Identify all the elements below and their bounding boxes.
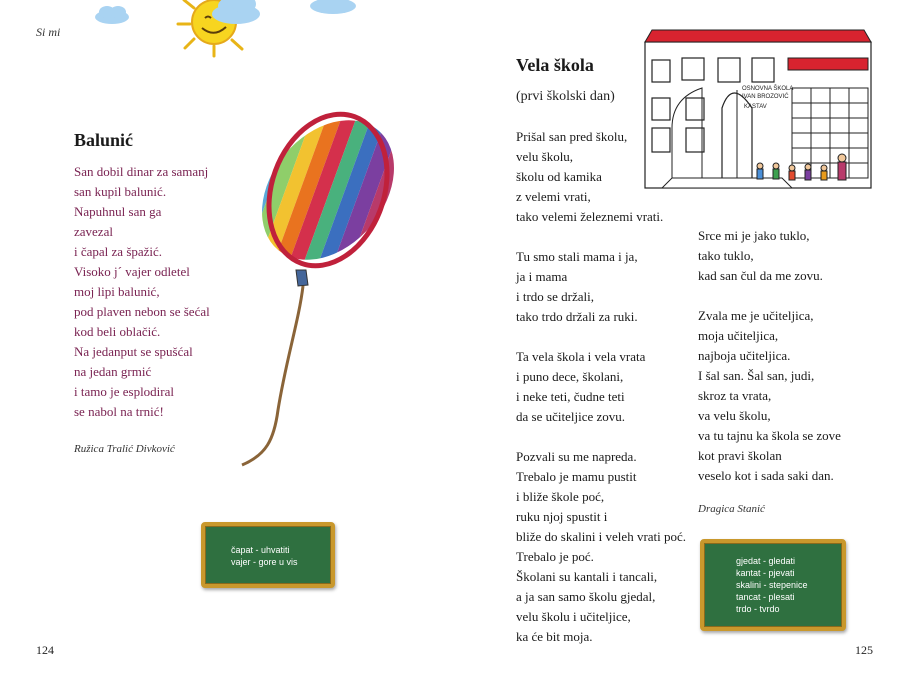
- poem-line: San dobil dinar za samanj: [74, 164, 209, 179]
- poem-stanza: [516, 127, 663, 227]
- poem-line: skroz ta vrata,: [698, 388, 772, 403]
- poem-line: Ta vela škola i vela vrata: [516, 349, 646, 364]
- poem-line: zavezal: [74, 224, 113, 239]
- poem-line: Srce mi je jako tuklo,: [698, 228, 810, 243]
- poem-line: da se učiteljice zovu.: [516, 409, 626, 424]
- glossary-entry: čapat - uhvatiti: [231, 545, 290, 555]
- school-building-drawing: [642, 28, 874, 193]
- poem-line: tako tuklo,: [698, 248, 754, 263]
- poem-line: i puno dece, školani,: [516, 369, 624, 384]
- poem-line: Školani su kantali i tancali,: [516, 569, 658, 584]
- poem-line: velu školu i učiteljice,: [516, 609, 631, 624]
- poem-line: kot pravi školan: [698, 448, 782, 463]
- poem-line: na jedan grmić: [74, 364, 152, 379]
- poem-subtitle: (prvi školski dan): [516, 89, 615, 104]
- poem-author: Dragica Stanić: [698, 503, 765, 515]
- poem-line: va velu školu,: [698, 408, 771, 423]
- cloud-icon: [309, 0, 359, 16]
- glossary-entry: skalini - stepenice: [736, 580, 808, 590]
- poem-line: Trebalo je mamu pustit: [516, 469, 637, 484]
- page-number: 125: [855, 643, 873, 657]
- sun-icon: [176, 0, 266, 56]
- poem-line: i čapal za špažić.: [74, 244, 163, 259]
- glossary-entry: gjedat - gledati: [736, 556, 796, 566]
- cloud-icon: [94, 4, 134, 26]
- poem-line: Pozvali su me napreda.: [516, 449, 637, 464]
- left-page: [0, 0, 453, 680]
- poem-line: z velemi vrati,: [516, 189, 591, 204]
- glossary-entry: vajer - gore u vis: [231, 557, 298, 567]
- poem-line: kad san čul da me zovu.: [698, 268, 823, 283]
- poem-line: ja i mama: [516, 269, 568, 284]
- glossary-chalkboard: [201, 522, 335, 588]
- poem-line: Zvala me je učiteljica,: [698, 308, 814, 323]
- poem-line: kod beli oblačić.: [74, 324, 161, 339]
- poem-line: Trebalo je poć.: [516, 549, 594, 564]
- glossary-entry: trdo - tvrdo: [736, 604, 780, 614]
- poem-line: i bliže škole poć,: [516, 489, 605, 504]
- poem-stanza: [516, 247, 638, 327]
- school-sign-line: KASTAV: [744, 104, 767, 110]
- poem-line: najboja učiteljica.: [698, 348, 791, 363]
- glossary-entry: kantat - pjevati: [736, 568, 795, 578]
- glossary-entry: tancat - plesati: [736, 592, 795, 602]
- poem-line: ruku njoj spustit i: [516, 509, 608, 524]
- poem-title: Vela škola: [516, 55, 594, 75]
- poem-stanza: [698, 306, 841, 486]
- poem-line: I šal san. Šal san, judi,: [698, 368, 815, 383]
- poem-stanza: [516, 447, 686, 647]
- poem-stanza: [74, 162, 210, 422]
- poem-line: pod plaven nebon se šećal: [74, 304, 210, 319]
- poem-line: va tu tajnu ka škola se zove: [698, 428, 841, 443]
- poem-line: Napuhnul san ga: [74, 204, 162, 219]
- school-sign-line: OSNOVNA ŠKOLA: [742, 86, 794, 92]
- poem-line: Prišal san pred školu,: [516, 129, 628, 144]
- poem-line: i trdo se držali,: [516, 289, 594, 304]
- poem-line: Visoko j´ vajer odletel: [74, 264, 190, 279]
- poem-line: ka će bit moja.: [516, 629, 593, 644]
- poem-line: veselo kot i sada saki dan.: [698, 468, 834, 483]
- poem-line: se nabol na trnić!: [74, 404, 164, 419]
- poem-line: moj lipi balunić,: [74, 284, 160, 299]
- poem-line: moja učiteljica,: [698, 328, 779, 343]
- page-number: 124: [36, 643, 54, 657]
- poem-line: školu od kamika: [516, 169, 602, 184]
- poem-stanza: [516, 347, 645, 427]
- poem-line: tako velemi železnemi vrati.: [516, 209, 664, 224]
- poem-line: i neke teti, čudne teti: [516, 389, 625, 404]
- poem-author: Ružica Tralić Divković: [74, 443, 175, 455]
- poem-title: Balunić: [74, 130, 134, 150]
- poem-line: tako trdo držali za ruki.: [516, 309, 638, 324]
- poem-line: san kupil balunić.: [74, 184, 167, 199]
- poem-stanza: [698, 226, 823, 286]
- poem-line: i tamo je esplodiral: [74, 384, 175, 399]
- glossary-chalkboard: [700, 539, 846, 631]
- poem-line: velu školu,: [516, 149, 574, 164]
- running-head: Si mi: [36, 25, 61, 39]
- poem-line: Tu smo stali mama i ja,: [516, 249, 638, 264]
- right-page: [454, 0, 907, 680]
- poem-line: Na jedanput se spušćal: [74, 344, 193, 359]
- poem-line: bliže do skalini i veleh vrati poć.: [516, 529, 687, 544]
- balloon-drawing: [266, 110, 396, 470]
- school-sign-line: IVAN BROZOVIĆ: [742, 94, 789, 100]
- poem-line: a ja san samo školu gjedal,: [516, 589, 656, 604]
